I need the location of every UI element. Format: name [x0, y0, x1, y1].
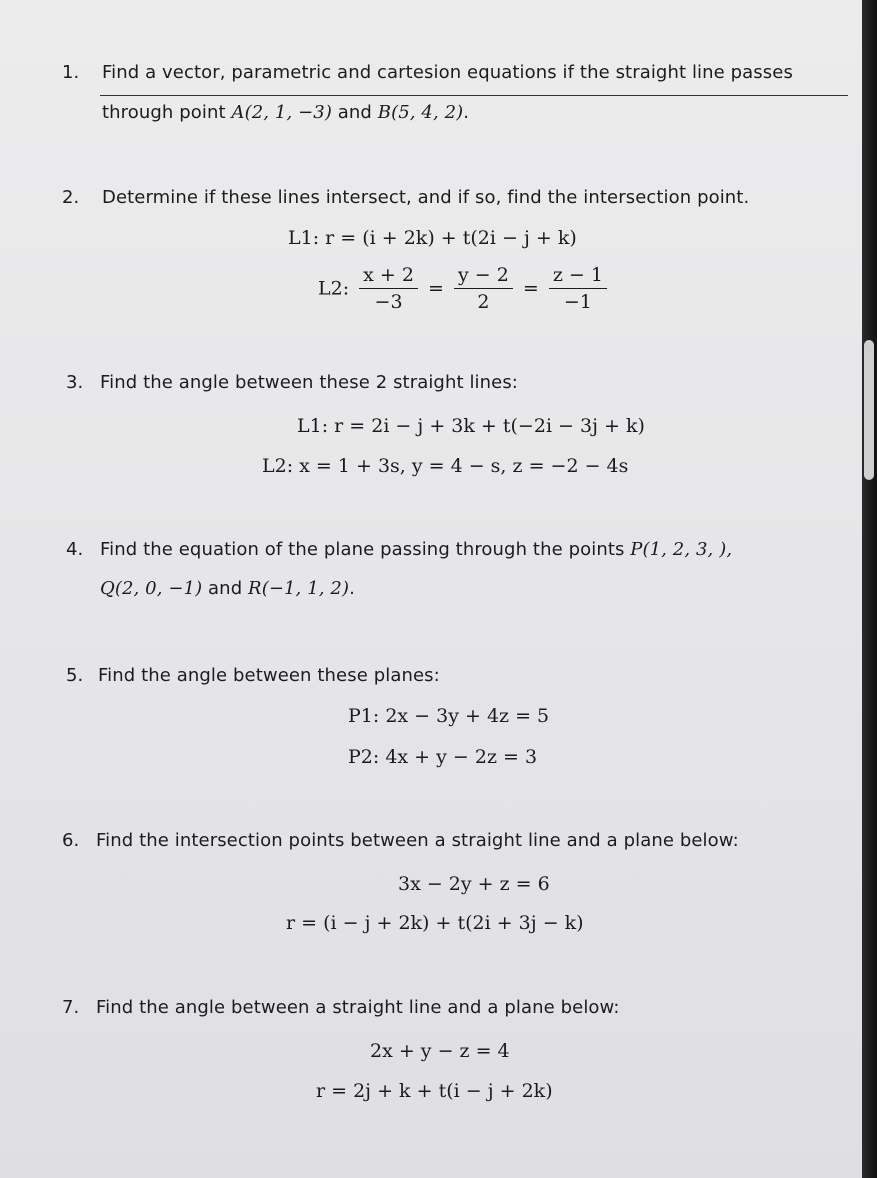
question-6-plane: 3x − 2y + z = 6	[398, 873, 550, 895]
point-p: P(1, 2, 3, ),	[630, 539, 733, 560]
question-2-text: Determine if these lines intersect, and if so, find the intersection point.	[102, 187, 750, 208]
fraction-z: $\frac{z - 1}{-1}$	[549, 264, 607, 313]
fraction-y: $\frac{y - 2}{2}$	[454, 264, 513, 313]
scrollbar-thumb[interactable]	[864, 340, 874, 480]
question-6-number: 6.	[62, 830, 80, 851]
point-b: B(5, 4, 2)	[377, 102, 464, 123]
point-q: Q(2, 0, −1)	[100, 578, 203, 599]
question-2-line-l1: L1: r = (i + 2k) + t(2i − j + k)	[288, 227, 577, 249]
fraction-x: $\frac{x + 2}{-3}$	[359, 264, 418, 313]
question-5-text: Find the angle between these planes:	[98, 665, 440, 686]
question-3-line-l1: L1: r = 2i − j + 3k + t(−2i − 3j + k)	[297, 415, 645, 437]
point-r: R(−1, 1, 2)	[248, 578, 350, 599]
screen-edge	[862, 0, 877, 1178]
question-7-number: 7.	[62, 997, 80, 1018]
question-6-line: r = (i − j + 2k) + t(2i + 3j − k)	[286, 912, 584, 934]
question-4-number: 4.	[66, 539, 84, 560]
question-1-text-line1: Find a vector, parametric and cartesion equations if the straight line passes	[102, 62, 793, 83]
question-5-plane-p1: P1: 2x − 3y + 4z = 5	[348, 705, 550, 727]
underline-mark	[100, 95, 848, 96]
question-3-number: 3.	[66, 372, 84, 393]
question-3-text: Find the angle between these 2 straight lines:	[100, 372, 518, 393]
question-5-plane-p2: P2: 4x + y − 2z = 3	[348, 746, 538, 768]
question-3-line-l2: L2: x = 1 + 3s, y = 4 − s, z = −2 − 4s	[262, 455, 629, 477]
question-2-number: 2.	[62, 187, 80, 208]
question-1-text-line2: through point A(2, 1, −3) and B(5, 4, 2).	[102, 102, 470, 123]
question-7-text: Find the angle between a straight line and a plane below:	[96, 997, 620, 1018]
question-6-text: Find the intersection points between a straight line and a plane below:	[96, 830, 739, 851]
question-4-text-line2: Q(2, 0, −1) and R(−1, 1, 2).	[100, 578, 355, 599]
question-1-number: 1.	[62, 62, 80, 83]
question-7-plane: 2x + y − z = 4	[370, 1040, 510, 1062]
question-2-line-l2: L2: $\frac{x + 2}{-3}$ = $\frac{y - 2}{2}$ = $\frac{z - 1}{-1}$	[318, 264, 611, 313]
question-4-text-line1: Find the equation of the plane passing through the points P(1, 2, 3, ),	[100, 539, 733, 560]
question-7-line: r = 2j + k + t(i − j + 2k)	[316, 1080, 553, 1102]
point-a: A(2, 1, −3)	[231, 102, 332, 123]
question-5-number: 5.	[66, 665, 84, 686]
